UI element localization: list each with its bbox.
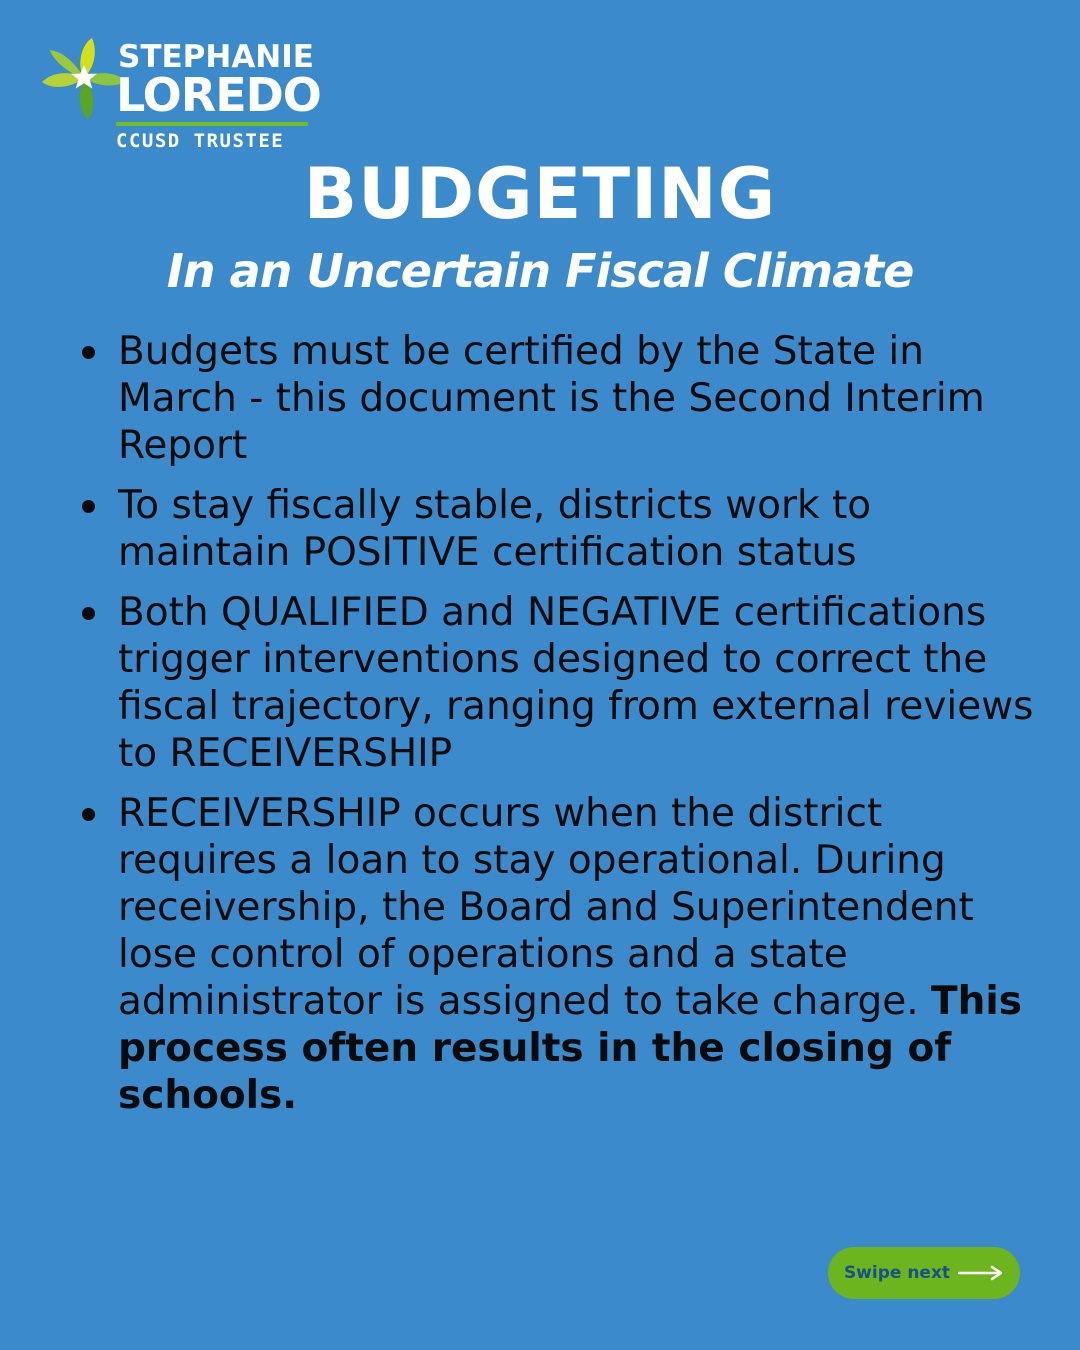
bullet-list xyxy=(78,328,1038,1132)
page-title: BUDGETING xyxy=(303,153,777,235)
brand-divider xyxy=(116,122,308,126)
bullet-text: RECEIVERSHIP occurs when the district requires a loan to stay operational. During receivership, the Board and Superintendent lose control of operations and a state administrator is assigned to take charge. xyxy=(118,791,974,1024)
bullet-dot-icon xyxy=(82,500,95,513)
bullet-text: To stay fiscally stable, districts work to maintain POSITIVE certification status xyxy=(118,483,872,575)
candidate-logo xyxy=(32,34,322,156)
bullet-item xyxy=(78,482,1038,576)
swipe-next-button[interactable] xyxy=(828,1247,1020,1299)
bullet-dot-icon xyxy=(82,346,95,359)
page-subtitle: In an Uncertain Fiscal Climate xyxy=(166,244,914,298)
bullet-text: Budgets must be certified by the State in March - this document is the Second Interim Report xyxy=(118,329,985,468)
swipe-next-label: Swipe next xyxy=(843,1263,951,1283)
bullet-text: Both QUALIFIED and NEGATIVE certifications trigger interventions designed to correct the fiscal trajectory, ranging from external reviews to RECEIVERSHIP xyxy=(118,590,1034,776)
bullet-dot-icon xyxy=(82,808,95,821)
bullet-item xyxy=(78,790,1038,1119)
right-arrow-icon xyxy=(958,1265,1004,1281)
bullet-dot-icon xyxy=(82,607,95,620)
brand-last-name: LOREDO xyxy=(116,68,321,122)
brand-first-name: STEPHANIE xyxy=(118,39,314,75)
brand-role: CCUSD TRUSTEE xyxy=(116,130,285,152)
bullet-item xyxy=(78,589,1038,777)
bullet-emphasis: This process often results in the closing of schools. xyxy=(118,979,1022,1118)
bullet-item xyxy=(78,328,1038,469)
